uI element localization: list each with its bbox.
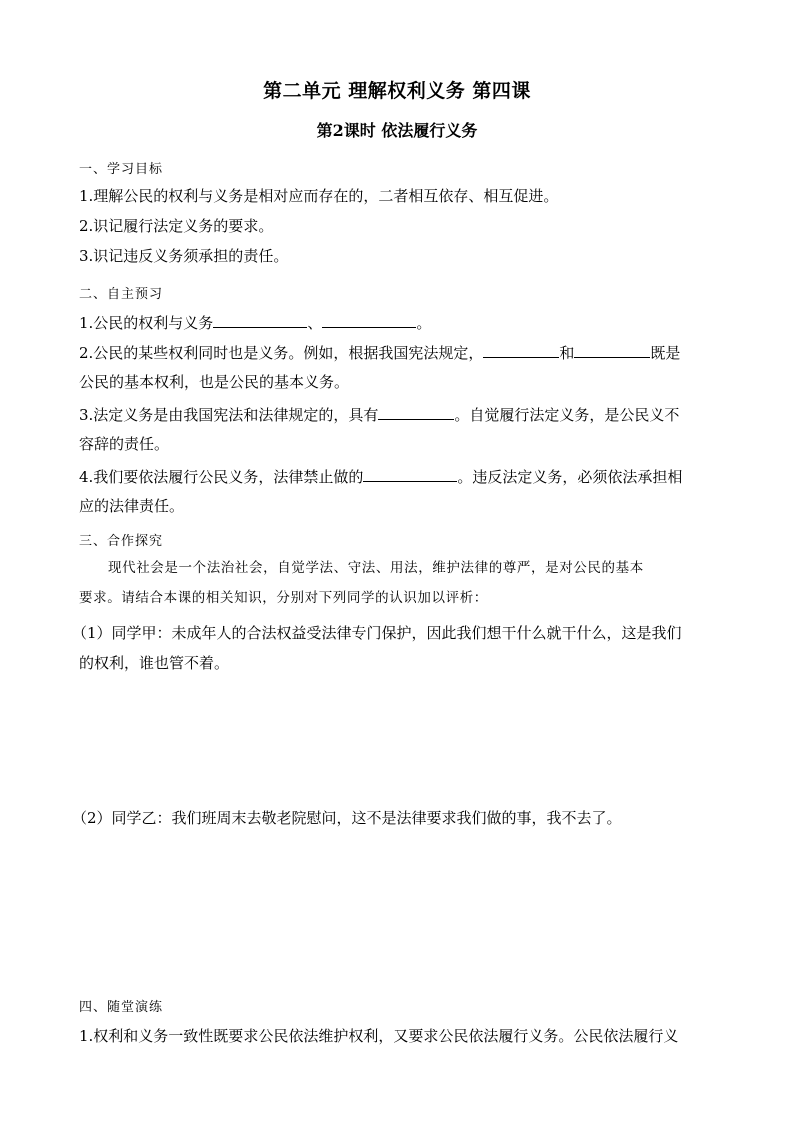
- fill-blank[interactable]: [213, 312, 307, 328]
- preview-question-4: [79, 466, 682, 487]
- question-text: 2.公民的某些权利同时也是义务。例如，根据我国宪法规定，: [79, 344, 484, 362]
- objective-item-2: 2.识记履行法定义务的要求。: [79, 217, 274, 235]
- page-title: 第二单元 理解权利义务 第四课: [263, 80, 531, 102]
- fill-blank[interactable]: [483, 342, 559, 358]
- section-heading-preview: 二、自主预习: [79, 287, 164, 302]
- lesson-subtitle: 第2课时 依法履行义务: [316, 121, 478, 140]
- question-text: 。违反法定义务，必须依法承担相: [457, 468, 683, 486]
- preview-question-1: [79, 312, 431, 333]
- preview-question-4-continued: 应的法律责任。: [79, 497, 185, 515]
- section-heading-cooperation: 三、合作探究: [79, 534, 164, 549]
- question-text: 1.公民的权利与义务: [79, 314, 214, 332]
- question-text: 4.我们要依法履行公民义务，法律禁止做的: [79, 468, 364, 486]
- question-text: 。: [416, 314, 432, 332]
- preview-question-3-continued: 容辞的责任。: [79, 435, 170, 453]
- question-text: 和: [559, 344, 575, 362]
- fill-blank[interactable]: [363, 466, 457, 482]
- preview-question-2: [79, 342, 680, 363]
- question-text: 3.法定义务是由我国宪法和法律规定的，具有: [79, 406, 379, 424]
- objective-item-3: 3.识记违反义务须承担的责任。: [79, 247, 289, 265]
- question-text: 、: [307, 314, 323, 332]
- cooperation-intro-line-1: 现代社会是一个法治社会，自觉学法、守法、用法，维护法律的尊严，是对公民的基本: [108, 560, 644, 576]
- preview-question-3: [79, 404, 679, 425]
- fill-blank[interactable]: [322, 312, 416, 328]
- question-text: 既是: [650, 344, 681, 362]
- fill-blank[interactable]: [378, 404, 454, 420]
- objective-item-1: 1.理解公民的权利与义务是相对应而存在的，二者相互依存、相互促进。: [79, 187, 559, 205]
- section-heading-objectives: 一、学习目标: [79, 162, 164, 177]
- preview-question-2-continued: 公民的基本权利，也是公民的基本义务。: [79, 373, 350, 391]
- case-1-statement-continued: 的权利，谁也管不着。: [79, 654, 230, 672]
- cooperation-intro-line-2: 要求。请结合本课的相关知识，分别对下列同学的认识加以评析：: [79, 590, 488, 606]
- fill-blank[interactable]: [574, 342, 650, 358]
- case-2-statement: （2）同学乙：我们班周末去敬老院慰问，这不是法律要求我们做的事，我不去了。: [72, 809, 622, 827]
- practice-question-1: 1.权利和义务一致性既要求公民依法维护权利，又要求公民依法履行义务。公民依法履行义: [79, 1027, 679, 1045]
- question-text: 。自觉履行法定义务，是公民义不: [454, 406, 680, 424]
- case-1-statement: （1）同学甲：未成年人的合法权益受法律专门保护，因此我们想干什么就干什么，这是我们: [72, 624, 682, 642]
- section-heading-practice: 四、随堂演练: [79, 1000, 164, 1015]
